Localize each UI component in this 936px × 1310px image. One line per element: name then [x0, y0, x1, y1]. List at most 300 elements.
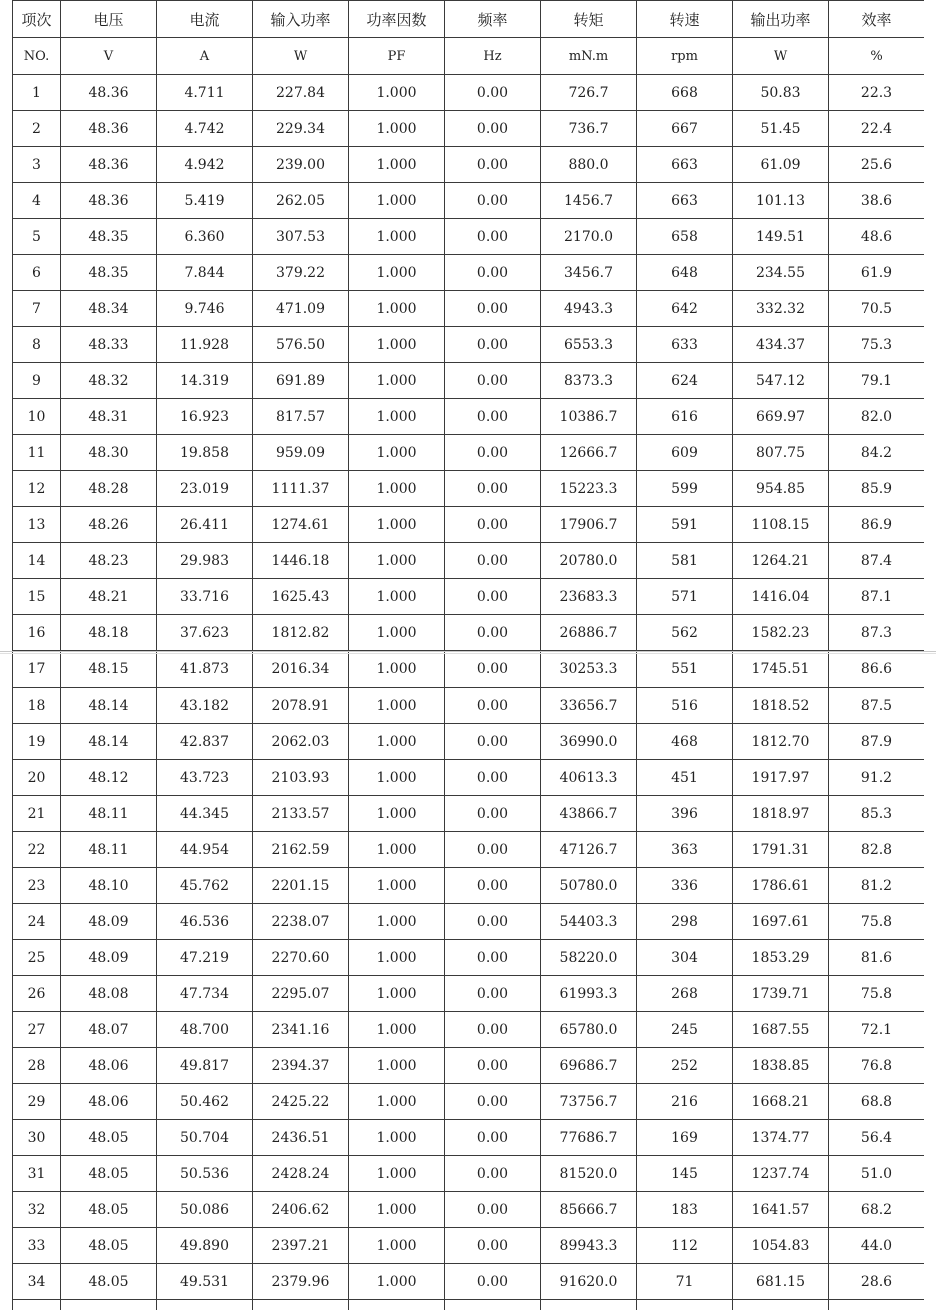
cell-frequency: 0.00	[445, 651, 541, 688]
motor-test-table	[12, 0, 924, 1310]
cell-current: 49.531	[157, 1264, 253, 1300]
cell-voltage: 48.05	[61, 1156, 157, 1192]
table-row	[13, 1012, 925, 1048]
cell-frequency	[445, 1300, 541, 1310]
cell-output-power: 1641.57	[733, 1192, 829, 1228]
cell-speed: 516	[637, 688, 733, 724]
cell-power-factor: 1.000	[349, 435, 445, 471]
cell-output-power: 50.83	[733, 75, 829, 111]
table-row	[13, 255, 925, 291]
cell-index: 23	[13, 868, 61, 904]
cell-power-factor: 1.000	[349, 507, 445, 543]
cell-speed: 145	[637, 1156, 733, 1192]
cell-efficiency: 68.8	[829, 1084, 925, 1120]
table-row	[13, 651, 925, 688]
cell-frequency: 0.00	[445, 1120, 541, 1156]
cell-current: 29.983	[157, 543, 253, 579]
unit-torque: mN.m	[541, 38, 637, 75]
table-body	[13, 75, 925, 1310]
cell-voltage: 48.32	[61, 363, 157, 399]
cell-voltage: 48.12	[61, 760, 157, 796]
cell-efficiency: 87.9	[829, 724, 925, 760]
cell-torque: 10386.7	[541, 399, 637, 435]
cell-index: 16	[13, 615, 61, 651]
cell-torque: 880.0	[541, 147, 637, 183]
cell-power-factor: 1.000	[349, 976, 445, 1012]
cell-speed: 252	[637, 1048, 733, 1084]
cell-power-factor: 1.000	[349, 579, 445, 615]
cell-efficiency: 86.9	[829, 507, 925, 543]
cell-torque: 4943.3	[541, 291, 637, 327]
cell-frequency: 0.00	[445, 435, 541, 471]
cell-torque: 43866.7	[541, 796, 637, 832]
cell-power-factor: 1.000	[349, 940, 445, 976]
cell-torque: 85666.7	[541, 1192, 637, 1228]
cell-power-factor: 1.000	[349, 147, 445, 183]
cell-voltage: 48.09	[61, 940, 157, 976]
cell-input-power: 229.34	[253, 111, 349, 147]
cell-output-power: 1745.51	[733, 651, 829, 688]
cell-input-power: 2162.59	[253, 832, 349, 868]
cell-current: 43.182	[157, 688, 253, 724]
cell-index: 1	[13, 75, 61, 111]
cell-input-power: 307.53	[253, 219, 349, 255]
cell-index: 32	[13, 1192, 61, 1228]
table-row	[13, 183, 925, 219]
cell-current: 26.411	[157, 507, 253, 543]
cell-frequency: 0.00	[445, 1048, 541, 1084]
cell-efficiency: 72.1	[829, 1012, 925, 1048]
cell-voltage: 48.05	[61, 1192, 157, 1228]
table-row	[13, 1264, 925, 1300]
table-row	[13, 832, 925, 868]
cell-output-power: 1838.85	[733, 1048, 829, 1084]
page-break-line-shadow	[0, 653, 936, 654]
cell-voltage: 48.05	[61, 1228, 157, 1264]
cell-efficiency: 75.8	[829, 904, 925, 940]
table-row	[13, 940, 925, 976]
cell-voltage: 48.34	[61, 291, 157, 327]
cell-frequency: 0.00	[445, 219, 541, 255]
cell-efficiency: 82.0	[829, 399, 925, 435]
cell-efficiency: 85.9	[829, 471, 925, 507]
cell-frequency: 0.00	[445, 579, 541, 615]
cell-torque: 8373.3	[541, 363, 637, 399]
cell-index: 2	[13, 111, 61, 147]
cell-input-power: 2379.96	[253, 1264, 349, 1300]
cell-power-factor: 1.000	[349, 1084, 445, 1120]
cell-input-power: 2341.16	[253, 1012, 349, 1048]
cell-torque: 89943.3	[541, 1228, 637, 1264]
header-frequency: 频率	[445, 1, 541, 38]
cell-frequency: 0.00	[445, 1084, 541, 1120]
unit-index: NO.	[13, 38, 61, 75]
table-row	[13, 904, 925, 940]
cell-input-power: 2078.91	[253, 688, 349, 724]
cell-voltage: 48.35	[61, 255, 157, 291]
cell-index: 31	[13, 1156, 61, 1192]
cell-power-factor: 1.000	[349, 1012, 445, 1048]
cell-index: 17	[13, 651, 61, 688]
cell-torque: 15223.3	[541, 471, 637, 507]
cell-efficiency: 75.3	[829, 327, 925, 363]
cell-output-power: 1739.71	[733, 976, 829, 1012]
cell-power-factor: 1.000	[349, 832, 445, 868]
cell-input-power: 691.89	[253, 363, 349, 399]
cell-efficiency: 22.3	[829, 75, 925, 111]
cell-power-factor: 1.000	[349, 1192, 445, 1228]
cell-output-power: 681.15	[733, 1264, 829, 1300]
cell-output-power: 234.55	[733, 255, 829, 291]
cell-output-power	[733, 1300, 829, 1310]
cell-input-power: 2062.03	[253, 724, 349, 760]
table-row	[13, 1192, 925, 1228]
cell-voltage: 48.14	[61, 724, 157, 760]
cell-output-power: 51.45	[733, 111, 829, 147]
cell-index: 11	[13, 435, 61, 471]
cell-index: 21	[13, 796, 61, 832]
cell-output-power: 1108.15	[733, 507, 829, 543]
cell-efficiency: 44.0	[829, 1228, 925, 1264]
cell-efficiency: 25.6	[829, 147, 925, 183]
cell-index: 12	[13, 471, 61, 507]
cell-power-factor	[349, 1300, 445, 1310]
cell-output-power: 807.75	[733, 435, 829, 471]
unit-input-power: W	[253, 38, 349, 75]
cell-index: 28	[13, 1048, 61, 1084]
cell-input-power: 1274.61	[253, 507, 349, 543]
cell-current: 49.817	[157, 1048, 253, 1084]
cell-voltage: 48.15	[61, 651, 157, 688]
cell-frequency: 0.00	[445, 543, 541, 579]
cell-current: 9.746	[157, 291, 253, 327]
cell-input-power: 2428.24	[253, 1156, 349, 1192]
cell-power-factor: 1.000	[349, 1120, 445, 1156]
cell-input-power: 2103.93	[253, 760, 349, 796]
cell-voltage: 48.07	[61, 1012, 157, 1048]
cell-speed: 245	[637, 1012, 733, 1048]
cell-power-factor: 1.000	[349, 1048, 445, 1084]
cell-frequency: 0.00	[445, 75, 541, 111]
cell-input-power: 1446.18	[253, 543, 349, 579]
cell-current: 6.360	[157, 219, 253, 255]
page-break-line	[0, 651, 936, 652]
cell-frequency: 0.00	[445, 183, 541, 219]
cell-output-power: 1791.31	[733, 832, 829, 868]
table-row	[13, 471, 925, 507]
cell-speed: 616	[637, 399, 733, 435]
cell-input-power: 2406.62	[253, 1192, 349, 1228]
cell-speed: 71	[637, 1264, 733, 1300]
unit-speed: rpm	[637, 38, 733, 75]
cell-speed: 216	[637, 1084, 733, 1120]
unit-voltage: V	[61, 38, 157, 75]
cell-index: 26	[13, 976, 61, 1012]
cell-frequency: 0.00	[445, 111, 541, 147]
cell-output-power: 149.51	[733, 219, 829, 255]
table-row	[13, 75, 925, 111]
cell-input-power: 471.09	[253, 291, 349, 327]
cell-torque: 77686.7	[541, 1120, 637, 1156]
cell-current: 4.942	[157, 147, 253, 183]
cell-current: 37.623	[157, 615, 253, 651]
cell-efficiency: 79.1	[829, 363, 925, 399]
table-row	[13, 1120, 925, 1156]
cell-output-power: 1818.52	[733, 688, 829, 724]
unit-power-factor: PF	[349, 38, 445, 75]
cell-frequency: 0.00	[445, 147, 541, 183]
cell-efficiency	[829, 1300, 925, 1310]
table-row	[13, 507, 925, 543]
cell-input-power: 2016.34	[253, 651, 349, 688]
cell-output-power: 1582.23	[733, 615, 829, 651]
cell-power-factor: 1.000	[349, 904, 445, 940]
cell-input-power: 239.00	[253, 147, 349, 183]
cell-efficiency: 28.6	[829, 1264, 925, 1300]
cell-voltage: 48.18	[61, 615, 157, 651]
cell-current: 48.700	[157, 1012, 253, 1048]
cell-input-power: 2201.15	[253, 868, 349, 904]
cell-speed: 609	[637, 435, 733, 471]
table-row	[13, 1048, 925, 1084]
cell-frequency: 0.00	[445, 1012, 541, 1048]
cell-current: 23.019	[157, 471, 253, 507]
cell-output-power: 434.37	[733, 327, 829, 363]
cell-power-factor: 1.000	[349, 1264, 445, 1300]
cell-voltage: 48.36	[61, 111, 157, 147]
cell-current: 50.086	[157, 1192, 253, 1228]
cell-current: 33.716	[157, 579, 253, 615]
cell-torque: 33656.7	[541, 688, 637, 724]
cell-index: 22	[13, 832, 61, 868]
cell-torque: 54403.3	[541, 904, 637, 940]
cell-torque: 91620.0	[541, 1264, 637, 1300]
cell-power-factor: 1.000	[349, 1156, 445, 1192]
cell-torque: 50780.0	[541, 868, 637, 904]
cell-voltage: 48.36	[61, 75, 157, 111]
cell-output-power: 332.32	[733, 291, 829, 327]
cell-voltage: 48.35	[61, 219, 157, 255]
cell-voltage: 48.33	[61, 327, 157, 363]
cell-speed: 663	[637, 183, 733, 219]
cell-voltage: 48.28	[61, 471, 157, 507]
cell-output-power: 1374.77	[733, 1120, 829, 1156]
cell-voltage: 48.05	[61, 1264, 157, 1300]
cell-index: 8	[13, 327, 61, 363]
cell-voltage: 48.08	[61, 976, 157, 1012]
cell-input-power: 2270.60	[253, 940, 349, 976]
header-speed: 转速	[637, 1, 733, 38]
table-row	[13, 1228, 925, 1264]
cell-speed: 304	[637, 940, 733, 976]
cell-voltage: 48.36	[61, 183, 157, 219]
cell-output-power: 1786.61	[733, 868, 829, 904]
cell-efficiency: 87.5	[829, 688, 925, 724]
cell-torque: 1456.7	[541, 183, 637, 219]
table-row	[13, 435, 925, 471]
cell-current: 4.711	[157, 75, 253, 111]
cell-torque: 30253.3	[541, 651, 637, 688]
cell-index: 29	[13, 1084, 61, 1120]
cell-power-factor: 1.000	[349, 724, 445, 760]
cell-efficiency: 70.5	[829, 291, 925, 327]
cell-voltage: 48.06	[61, 1084, 157, 1120]
table-row	[13, 111, 925, 147]
cell-index: 25	[13, 940, 61, 976]
unit-output-power: W	[733, 38, 829, 75]
cell-input-power: 2295.07	[253, 976, 349, 1012]
table-row	[13, 688, 925, 724]
cell-torque: 81520.0	[541, 1156, 637, 1192]
cell-frequency: 0.00	[445, 1192, 541, 1228]
cell-output-power: 1818.97	[733, 796, 829, 832]
cell-torque: 40613.3	[541, 760, 637, 796]
cell-input-power: 1625.43	[253, 579, 349, 615]
cell-input-power: 2436.51	[253, 1120, 349, 1156]
cell-output-power: 1812.70	[733, 724, 829, 760]
cell-current: 47.734	[157, 976, 253, 1012]
cell-torque: 36990.0	[541, 724, 637, 760]
cell-efficiency: 81.6	[829, 940, 925, 976]
cell-current: 7.844	[157, 255, 253, 291]
unit-current: A	[157, 38, 253, 75]
cell-frequency: 0.00	[445, 399, 541, 435]
cell-current: 43.723	[157, 760, 253, 796]
cell-frequency: 0.00	[445, 724, 541, 760]
cell-speed: 648	[637, 255, 733, 291]
cell-index: 14	[13, 543, 61, 579]
cell-index: 4	[13, 183, 61, 219]
cell-output-power: 1054.83	[733, 1228, 829, 1264]
cell-index: 6	[13, 255, 61, 291]
cell-torque: 3456.7	[541, 255, 637, 291]
cell-output-power: 1697.61	[733, 904, 829, 940]
cell-voltage: 48.23	[61, 543, 157, 579]
cell-speed: 169	[637, 1120, 733, 1156]
cell-power-factor: 1.000	[349, 868, 445, 904]
cell-torque: 73756.7	[541, 1084, 637, 1120]
header-current: 电流	[157, 1, 253, 38]
cell-index: 33	[13, 1228, 61, 1264]
cell-frequency: 0.00	[445, 976, 541, 1012]
cell-index: 10	[13, 399, 61, 435]
header-efficiency: 效率	[829, 1, 925, 38]
cell-voltage: 48.14	[61, 688, 157, 724]
header-row-units	[13, 38, 925, 75]
cell-power-factor: 1.000	[349, 1228, 445, 1264]
cell-power-factor: 1.000	[349, 688, 445, 724]
cell-torque: 23683.3	[541, 579, 637, 615]
cell-frequency: 0.00	[445, 255, 541, 291]
cell-frequency: 0.00	[445, 760, 541, 796]
cell-speed: 336	[637, 868, 733, 904]
cell-output-power: 1917.97	[733, 760, 829, 796]
cell-current: 44.345	[157, 796, 253, 832]
cell-torque: 20780.0	[541, 543, 637, 579]
cell-index: 24	[13, 904, 61, 940]
cell-power-factor: 1.000	[349, 75, 445, 111]
cell-speed: 668	[637, 75, 733, 111]
cell-input-power: 2425.22	[253, 1084, 349, 1120]
cell-output-power: 954.85	[733, 471, 829, 507]
cell-torque: 12666.7	[541, 435, 637, 471]
cell-power-factor: 1.000	[349, 760, 445, 796]
header-voltage: 电压	[61, 1, 157, 38]
cell-speed: 667	[637, 111, 733, 147]
unit-efficiency: %	[829, 38, 925, 75]
cell-speed: 298	[637, 904, 733, 940]
cell-power-factor: 1.000	[349, 543, 445, 579]
cell-voltage: 48.21	[61, 579, 157, 615]
unit-frequency: Hz	[445, 38, 541, 75]
cell-index	[13, 1300, 61, 1310]
cell-input-power	[253, 1300, 349, 1310]
cell-voltage: 48.09	[61, 904, 157, 940]
cell-efficiency: 82.8	[829, 832, 925, 868]
cell-voltage: 48.05	[61, 1120, 157, 1156]
cell-input-power: 227.84	[253, 75, 349, 111]
table-row	[13, 615, 925, 651]
cell-voltage: 48.30	[61, 435, 157, 471]
cell-index: 7	[13, 291, 61, 327]
cell-efficiency: 51.0	[829, 1156, 925, 1192]
table-row	[13, 868, 925, 904]
cell-current: 50.704	[157, 1120, 253, 1156]
cell-torque: 47126.7	[541, 832, 637, 868]
cell-index: 19	[13, 724, 61, 760]
cell-input-power: 379.22	[253, 255, 349, 291]
cell-output-power: 1264.21	[733, 543, 829, 579]
cell-speed: 642	[637, 291, 733, 327]
cell-frequency: 0.00	[445, 363, 541, 399]
cell-current: 4.742	[157, 111, 253, 147]
cell-current: 44.954	[157, 832, 253, 868]
cell-torque: 726.7	[541, 75, 637, 111]
cell-current: 11.928	[157, 327, 253, 363]
cell-voltage: 48.31	[61, 399, 157, 435]
cell-efficiency: 86.6	[829, 651, 925, 688]
cell-current: 50.462	[157, 1084, 253, 1120]
cell-current: 49.890	[157, 1228, 253, 1264]
cell-speed: 599	[637, 471, 733, 507]
cell-output-power: 1687.55	[733, 1012, 829, 1048]
cell-current: 41.873	[157, 651, 253, 688]
cell-index: 15	[13, 579, 61, 615]
cell-frequency: 0.00	[445, 1228, 541, 1264]
cell-voltage: 48.06	[61, 1048, 157, 1084]
cell-index: 20	[13, 760, 61, 796]
cell-power-factor: 1.000	[349, 399, 445, 435]
table-row	[13, 219, 925, 255]
cell-speed	[637, 1300, 733, 1310]
cell-torque: 736.7	[541, 111, 637, 147]
cell-input-power: 2133.57	[253, 796, 349, 832]
cell-current: 42.837	[157, 724, 253, 760]
cell-efficiency: 81.2	[829, 868, 925, 904]
cell-efficiency: 38.6	[829, 183, 925, 219]
cell-current: 14.319	[157, 363, 253, 399]
cell-efficiency: 48.6	[829, 219, 925, 255]
cell-frequency: 0.00	[445, 940, 541, 976]
table-row	[13, 291, 925, 327]
cell-index: 18	[13, 688, 61, 724]
cell-speed: 451	[637, 760, 733, 796]
cell-power-factor: 1.000	[349, 291, 445, 327]
cell-index: 3	[13, 147, 61, 183]
cell-index: 5	[13, 219, 61, 255]
cell-frequency: 0.00	[445, 904, 541, 940]
data-sheet	[12, 0, 924, 1310]
